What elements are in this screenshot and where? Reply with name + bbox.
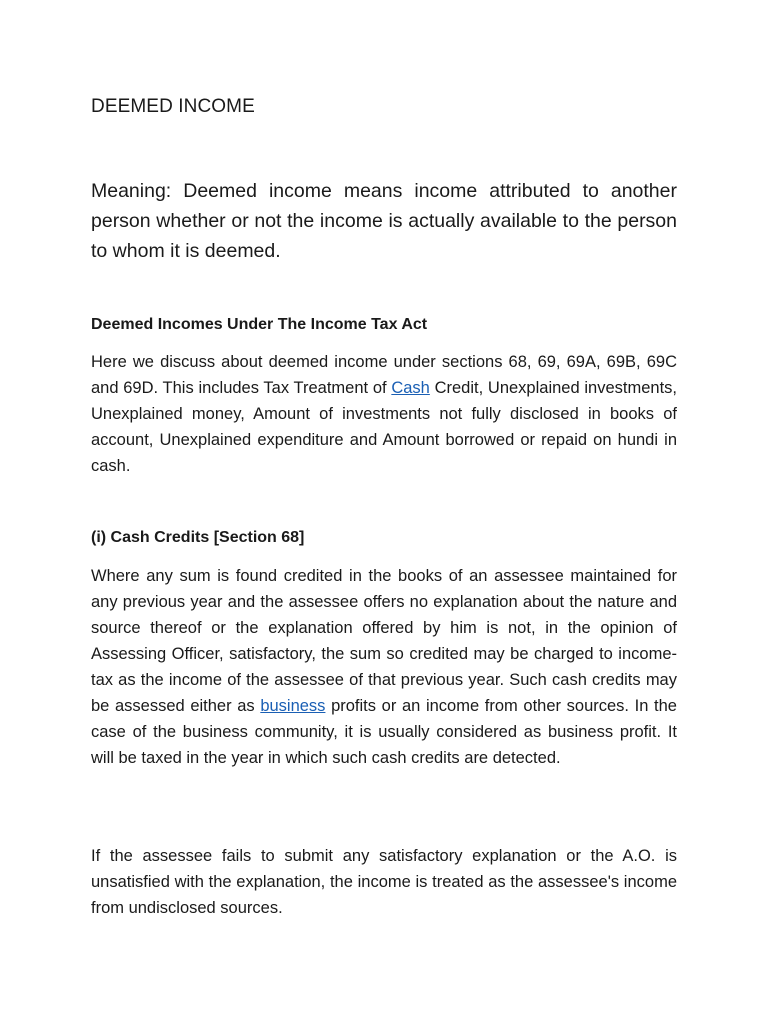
document-title: DEEMED INCOME: [91, 96, 255, 117]
cash-credits-text-before: Where any sum is found credited in the books of an assessee maintained for any previous year and the assessee offers no explanation about the nature and source thereof or the explanation offered by him is not, in the opinion of Assessing Officer, satisfactory, the sum so credited may be charged to income-tax as the income of the assessee of that previous year. Such cash credits may be assessed either as: [91, 567, 677, 715]
cash-link[interactable]: Cash: [391, 379, 430, 397]
cash-credits-text-after: profits or an income from other sources. In the case of the business community, it is usually considered as business profit. It will be taxed in the year in which such cash credits are detected.: [91, 697, 677, 767]
business-link[interactable]: business: [260, 697, 326, 715]
intro-paragraph: [91, 349, 677, 479]
unsatisfied-paragraph: If the assessee fails to submit any satisfactory explanation or the A.O. is unsatisfied with the explanation, the income is treated as the assessee's income from undisclosed sources.: [91, 847, 677, 917]
cash-credits-heading: (i) Cash Credits [Section 68]: [91, 529, 305, 546]
intro-text-after: Credit, Unexplained investments, Unexplained money, Amount of investments not fully disclosed in books of account, Unexplained expenditure and Amount borrowed or repaid on hundi in cash.: [91, 379, 677, 475]
meaning-paragraph: Meaning: Deemed income means income attributed to another person whether or not the income is actually available to the person to whom it is deemed.: [91, 180, 677, 262]
cash-credits-paragraph: [91, 563, 677, 771]
intro-text-before: Here we discuss about deemed income under sections 68, 69, 69A, 69B, 69C and 69D. This includes Tax Treatment of: [91, 353, 677, 397]
section-heading: Deemed Incomes Under The Income Tax Act: [91, 316, 428, 333]
